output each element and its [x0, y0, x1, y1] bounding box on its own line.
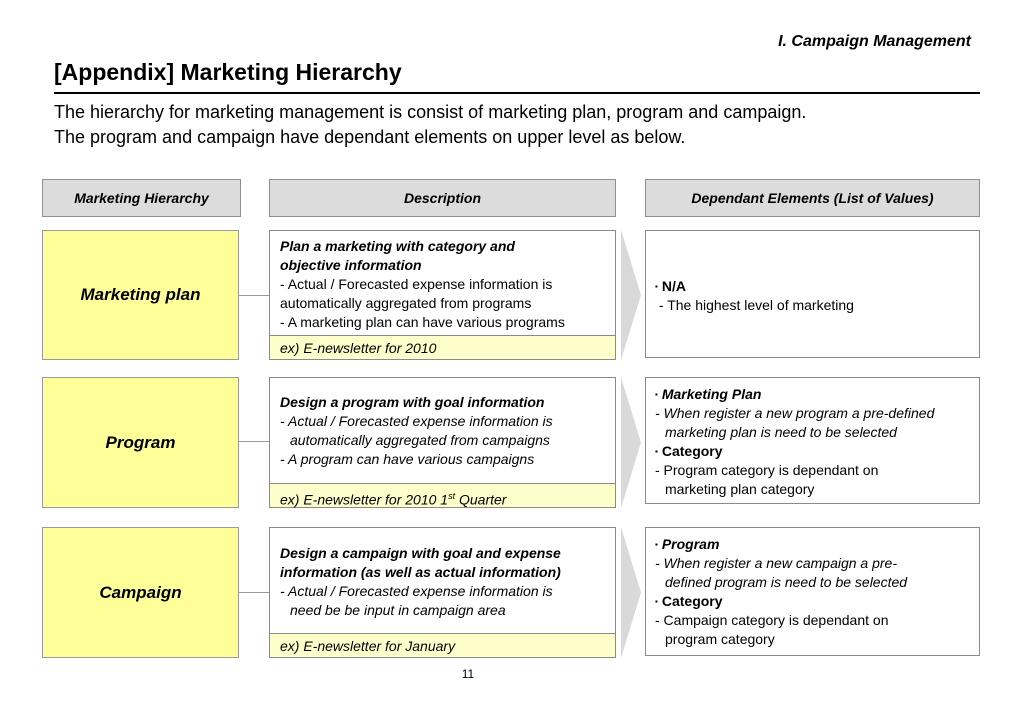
element-title: [655, 442, 973, 461]
example-prefix: ex) E-newsletter for 2010 1: [280, 491, 449, 508]
desc-line: automatically aggregated from campaigns: [290, 432, 550, 448]
description-box-marketing-plan: [269, 230, 616, 360]
description-box-campaign: [269, 527, 616, 658]
element-line: - Campaign category is dependant on: [655, 612, 889, 628]
connector-line: [239, 441, 269, 442]
desc-title: Design a campaign with goal and expense: [280, 545, 561, 561]
example-text: [270, 483, 615, 507]
element-line: marketing plan is need to be selected: [665, 424, 897, 440]
level-box-campaign: [42, 527, 239, 658]
description-box-program: [269, 377, 616, 508]
square-bullet-icon: ▪: [655, 597, 658, 606]
desc-title: Design a program with goal information: [280, 394, 545, 410]
connector-line: [239, 592, 269, 593]
title-divider: [54, 92, 980, 94]
chevron-arrow-icon: [621, 230, 641, 360]
element-title-text: Category: [661, 443, 723, 459]
chevron-arrow-icon: [621, 377, 641, 508]
element-line: - The highest level of marketing: [655, 297, 854, 313]
element-line: defined program is need to be selected: [665, 574, 908, 590]
column-header-elements: Dependant Elements (List of Values): [645, 179, 980, 217]
intro-text: [54, 100, 806, 150]
desc-line: - Actual / Forecasted expense information is: [280, 583, 553, 599]
chevron-arrow-icon: [621, 527, 641, 658]
element-title: [655, 277, 973, 296]
section-label: I. Campaign Management: [778, 33, 971, 50]
page-number: 11: [461, 667, 475, 681]
level-label: Campaign: [99, 582, 182, 602]
example-text: ex) E-newsletter for 2010: [270, 335, 615, 359]
square-bullet-icon: ▪: [655, 390, 658, 399]
level-label: Marketing plan: [80, 285, 201, 304]
desc-line: - Actual / Forecasted expense information is: [280, 276, 553, 292]
element-line: marketing plan category: [665, 481, 815, 497]
element-title: [655, 535, 973, 554]
element-title: [655, 385, 973, 404]
desc-line: - Actual / Forecasted expense information is: [280, 413, 553, 429]
page-title: [Appendix] Marketing Hierarchy: [54, 59, 402, 85]
square-bullet-icon: ▪: [655, 282, 658, 291]
column-header-description: Description: [269, 179, 616, 217]
element-line: program category: [665, 631, 775, 647]
intro-line: The program and campaign have dependant elements on upper level as below.: [54, 127, 686, 147]
desc-title: information (as well as actual information): [280, 564, 561, 580]
element-line: - Program category is dependant on: [655, 462, 879, 478]
element-title-text: Program: [661, 536, 720, 552]
elements-box-campaign: [645, 527, 980, 656]
element-title-text: N/A: [661, 278, 686, 294]
level-box-program: [42, 377, 239, 508]
square-bullet-icon: ▪: [655, 540, 658, 549]
element-title-text: Category: [661, 593, 723, 609]
level-label: Program: [105, 432, 176, 452]
elements-box-program: [645, 377, 980, 504]
desc-title: objective information: [280, 257, 422, 273]
element-title-text: Marketing Plan: [661, 386, 762, 402]
desc-title: Plan a marketing with category and: [280, 238, 515, 254]
desc-line: need be be input in campaign area: [290, 602, 506, 618]
column-header-hierarchy: Marketing Hierarchy: [42, 179, 241, 217]
intro-line: The hierarchy for marketing management is consist of marketing plan, program and campaign.: [54, 102, 807, 122]
elements-box-marketing-plan: [645, 230, 980, 358]
element-line: - When register a new campaign a pre-: [655, 555, 897, 571]
element-title: [655, 592, 973, 611]
desc-line: - A marketing plan can have various programs: [280, 314, 565, 330]
desc-line: - A program can have various campaigns: [280, 451, 535, 467]
example-suffix: Quarter: [455, 491, 507, 508]
element-line: - When register a new program a pre-defined: [655, 405, 935, 421]
level-box-marketing-plan: [42, 230, 239, 360]
connector-line: [239, 295, 269, 296]
example-superscript: st: [448, 491, 456, 501]
example-text: ex) E-newsletter for January: [270, 633, 615, 657]
square-bullet-icon: ▪: [655, 447, 658, 456]
desc-line: automatically aggregated from programs: [280, 295, 532, 311]
